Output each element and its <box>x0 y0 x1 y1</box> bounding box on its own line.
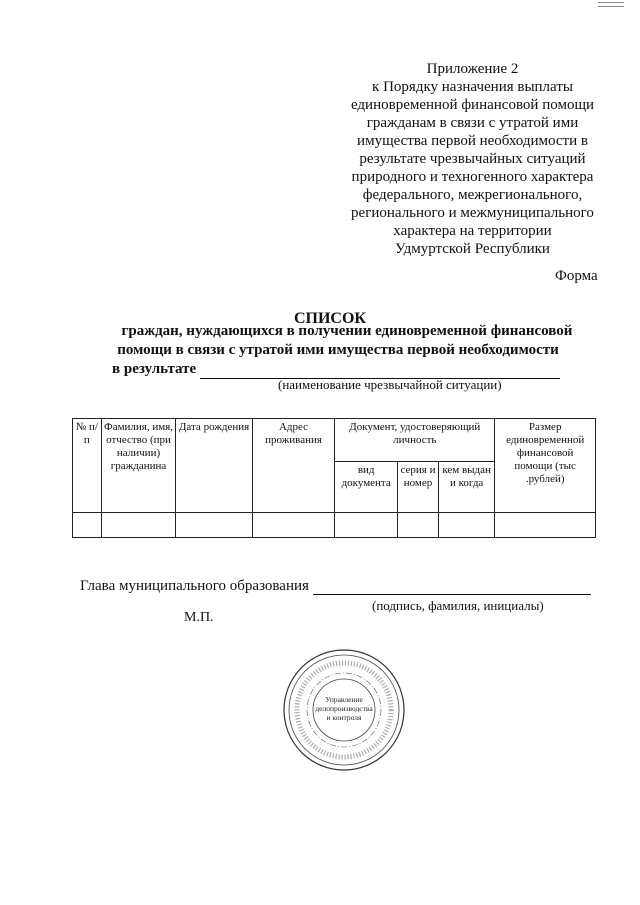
appendix-line: регионального и межмуниципального <box>351 205 594 221</box>
appendix-line: характера на территории <box>393 223 552 239</box>
table-cell[interactable] <box>398 513 439 538</box>
corner-mark <box>598 2 624 7</box>
appendix-line: Приложение 2 <box>426 61 519 77</box>
header-doc-series: серия и номер <box>398 462 439 513</box>
table-cell[interactable] <box>495 513 596 538</box>
situation-caption: (наименование чрезвычайной ситуации) <box>278 377 502 392</box>
form-label: Форма <box>555 268 598 284</box>
signature-line <box>80 578 591 595</box>
header-document: Документ, удостоверяющий личность <box>335 419 495 462</box>
stamp-center-line: делопроизводства <box>315 704 373 713</box>
header-amount: Размер единовременной финансовой помощи (тыс .рублей) <box>495 419 596 513</box>
appendix-line: гражданам в связи с утратой ими <box>366 115 579 131</box>
header-name: Фамилия, имя, отчество (при наличии) гражданина <box>101 419 176 513</box>
table-header-row <box>73 419 596 462</box>
header-birth: Дата рождения <box>176 419 252 513</box>
appendix-line: имущества первой необходимости в <box>357 133 588 149</box>
table-cell[interactable] <box>252 513 335 538</box>
document-subtitle <box>112 322 582 379</box>
document-title: СПИСОК <box>293 310 367 327</box>
header-doc-type: вид документа <box>335 462 398 513</box>
table-cell[interactable] <box>101 513 176 538</box>
table-cell[interactable] <box>176 513 252 538</box>
appendix-block <box>330 60 615 258</box>
table-cell[interactable] <box>73 513 102 538</box>
appendix-line: результате чрезвычайных ситуаций <box>359 151 586 167</box>
table-cell[interactable] <box>335 513 398 538</box>
subtitle-line-3-text: в результате <box>112 361 197 377</box>
signature-caption: (подпись, фамилия, инициалы) <box>372 598 544 613</box>
appendix-line: к Порядку назначения выплаты <box>372 79 573 95</box>
header-doc-issued: кем выдан и когда <box>438 462 494 513</box>
signature-blank-field[interactable] <box>313 582 591 595</box>
table-row <box>73 513 596 538</box>
signature-label: Глава муниципального образования <box>80 578 309 594</box>
header-address: Адрес проживания <box>252 419 335 513</box>
stamp-center-line: Управление <box>325 695 363 704</box>
table-cell[interactable] <box>438 513 494 538</box>
subtitle-line-2: помощи в связи с утратой ими имущества первой необходимости <box>117 342 559 358</box>
official-stamp <box>282 648 406 772</box>
subtitle-line-1: граждан, нуждающихся в получении единовременной финансовой <box>121 323 573 339</box>
seal-place-label: М.П. <box>184 610 214 625</box>
header-num: № п/п <box>73 419 102 513</box>
appendix-line: единовременной финансовой помощи <box>350 97 595 113</box>
stamp-center-line: и контроля <box>326 713 362 722</box>
appendix-line: Удмуртской Республики <box>395 241 550 257</box>
appendix-line: федерального, межрегионального, <box>362 187 583 203</box>
citizens-table <box>72 418 596 538</box>
appendix-line: природного и техногенного характера <box>351 169 594 185</box>
